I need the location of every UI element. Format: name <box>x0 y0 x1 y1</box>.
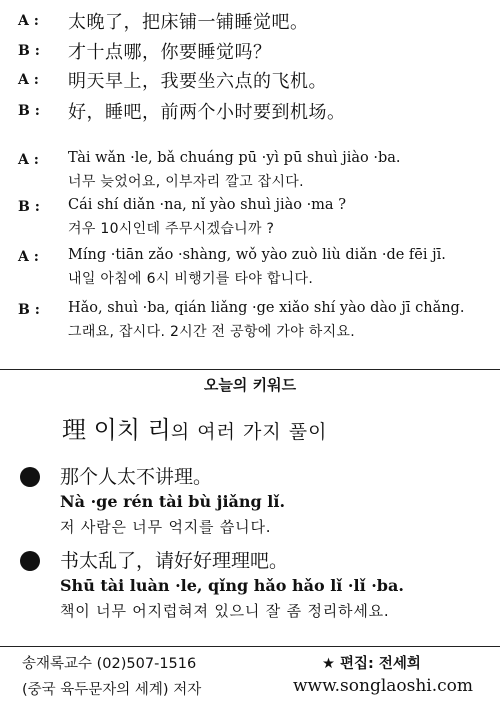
dialogue-zh-text: 好，睡吧，前两个小时要到机场。 <box>68 102 346 123</box>
speaker-label: B : <box>18 199 40 215</box>
speaker-label: A : <box>18 152 39 168</box>
example-zh: 书太乱了，请好好理理吧。 <box>60 550 289 572</box>
dialogue-zh-text: 太晚了，把床铺一铺睡觉吧。 <box>68 12 309 33</box>
dialogue-korean: 너무 늦었어요, 이부자리 깔고 잡시다. <box>68 174 304 190</box>
example-korean: 저 사람은 너무 억지를 씁니다. <box>60 518 272 536</box>
keyword-reading: 이치 리 <box>93 416 171 444</box>
example-pinyin: Shū tài luàn ·le, qǐng hǎo hǎo lǐ ·lǐ ·ba. <box>60 576 404 595</box>
speaker-label: B : <box>18 302 40 318</box>
footer-author: 송재록교수 (02)507-1516 <box>22 656 197 672</box>
keyword-suffix: 의 여러 가지 풀이 <box>170 421 328 443</box>
footer-editor: ★ 편집: 전세희 <box>322 656 421 672</box>
footer-book: (중국 육두문자의 세계) 저자 <box>22 682 202 698</box>
speaker-label: B : <box>18 43 40 59</box>
dialogue-korean: 그래요, 잡시다. 2시간 전 공항에 가야 하지요. <box>68 324 355 340</box>
dialogue-zh-text: 才十点哪，你要睡觉吗？ <box>68 42 272 63</box>
example-pinyin: Nà ·ge rén tài bù jiǎng lǐ. <box>60 492 286 511</box>
bullet-icon <box>20 551 40 571</box>
dialogue-pinyin: Míng ·tiān zǎo ·shàng, wǒ yào zuò liù diǎn ·de fēi jī. <box>68 247 446 263</box>
speaker-label: A : <box>18 13 39 29</box>
dialogue-korean: 내일 아침에 6시 비행기를 타야 합니다. <box>68 271 314 287</box>
dialogue-pinyin: Hǎo, shuì ·ba, qián liǎng ·ge xiǎo shí yào dào jī chǎng. <box>68 300 465 316</box>
speaker-label: A : <box>18 72 39 88</box>
footer-url: www.songlaoshi.com <box>293 676 474 696</box>
dialogue-pinyin: Tài wǎn ·le, bǎ chuáng pū ·yì pū shuì jiào ·ba. <box>68 150 401 166</box>
keyword-char: 理 <box>62 416 86 444</box>
keyword-heading <box>62 410 327 445</box>
footer-divider <box>0 646 500 647</box>
example-korean: 책이 너무 어지럽혀져 있으니 잘 좀 정리하세요. <box>60 602 390 620</box>
dialogue-pinyin: Cái shí diǎn ·na, nǐ yào shuì jiào ·ma ? <box>68 197 346 213</box>
dialogue-korean: 겨우 10시인데 주무시겠습니까 ? <box>68 221 275 237</box>
section-divider <box>0 369 500 370</box>
keyword-section-title: 오늘의 키워드 <box>203 376 297 394</box>
dialogue-zh-text: 明天早上，我要坐六点的飞机。 <box>68 71 327 92</box>
example-zh: 那个人太不讲理。 <box>60 466 213 488</box>
speaker-label: B : <box>18 103 40 119</box>
speaker-label: A : <box>18 249 39 265</box>
bullet-icon <box>20 467 40 487</box>
